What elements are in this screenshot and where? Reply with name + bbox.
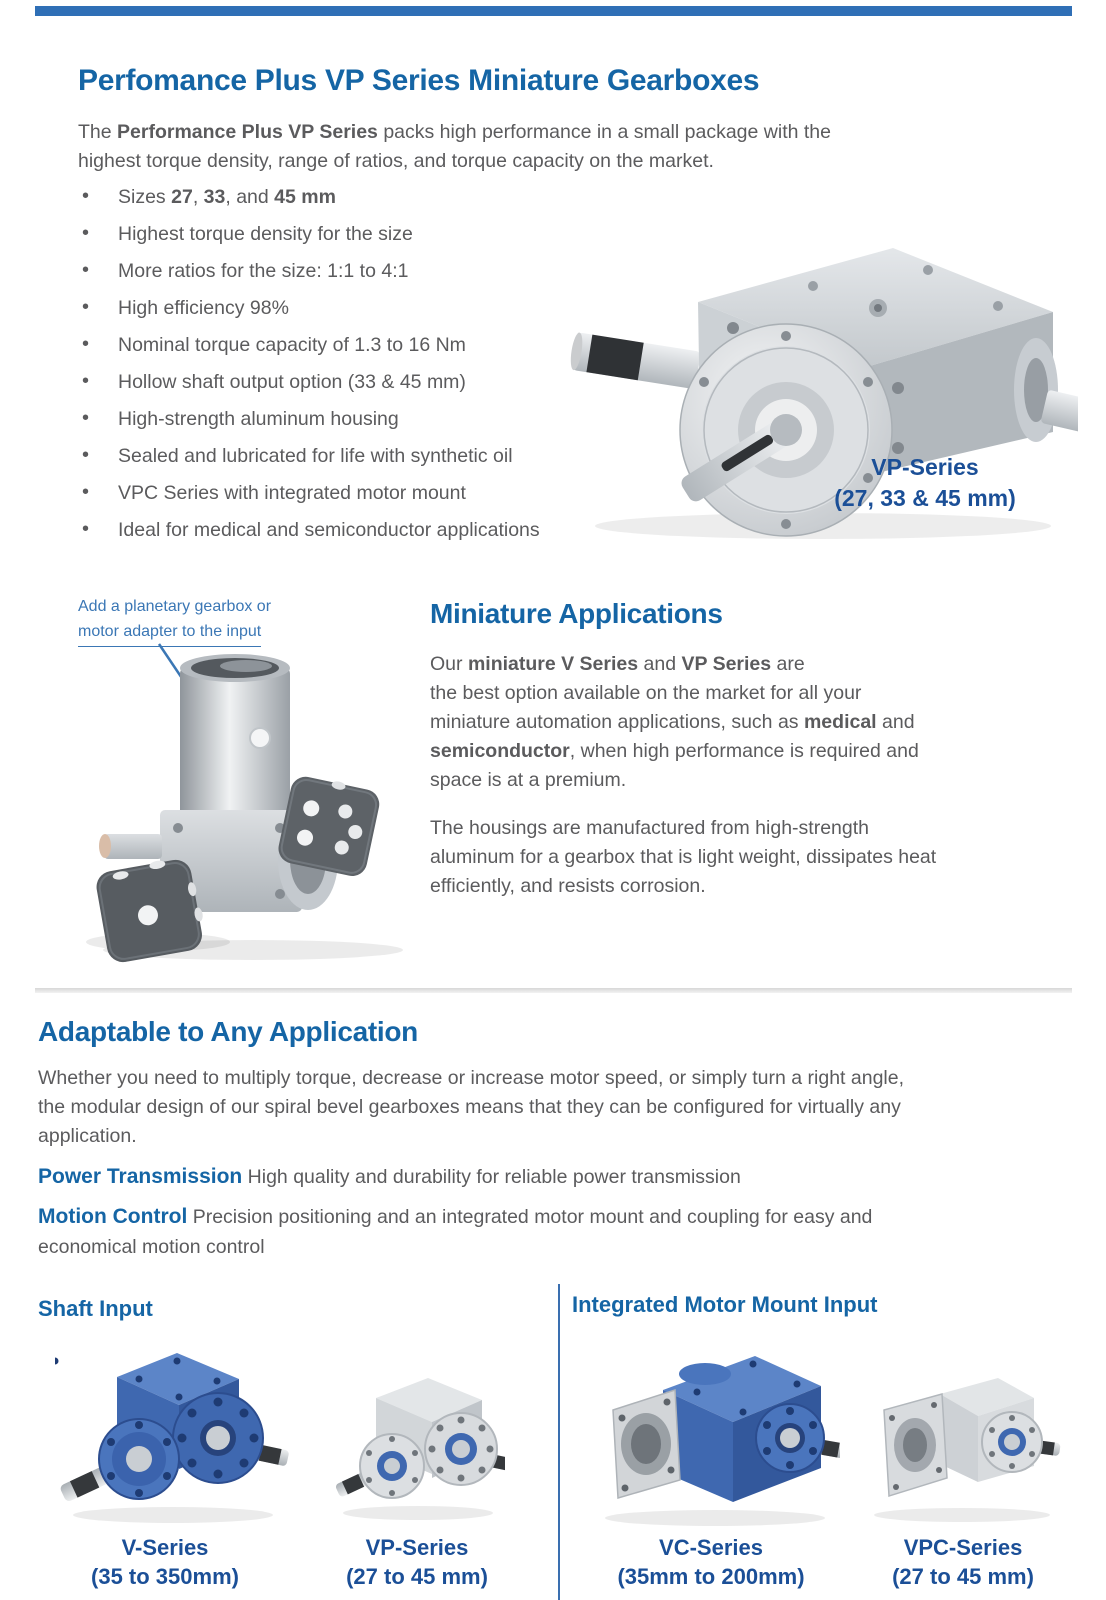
- product-caption-vp-series: [302, 1533, 532, 1591]
- feature-item: • Hollow shaft output option (33 & 45 mm): [80, 371, 620, 393]
- feature-text: Sizes: [118, 186, 172, 208]
- intro-text: packs high performance in a small package with the: [377, 121, 831, 143]
- p1-bold: VP Series: [681, 653, 772, 675]
- product-caption-vpc-series: [848, 1533, 1078, 1591]
- miniature-paragraph-2: [430, 814, 1050, 901]
- adaptable-paragraph: [38, 1064, 1058, 1151]
- p2-line: efficiently, and resists corrosion.: [430, 875, 706, 897]
- p2-line: aluminum for a gearbox that is light weight, dissipates heat: [430, 846, 937, 868]
- power-transmission-label: Power Transmission: [38, 1165, 243, 1188]
- p1-bold: medical: [803, 711, 877, 733]
- product-caption-v-series: [50, 1533, 280, 1591]
- column-divider: [558, 1284, 560, 1600]
- hero-caption-sizes: (27, 33 & 45 mm): [834, 485, 1016, 511]
- product-range: (27 to 45 mm): [346, 1564, 488, 1589]
- feature-item: • Nominal torque capacity of 1.3 to 16 Nm: [80, 334, 620, 356]
- p1-text: space is at a premium.: [430, 769, 627, 791]
- p1-bold: miniature V Series: [467, 653, 639, 675]
- intro-text: The: [78, 121, 118, 143]
- vpc-series-photo: [862, 1348, 1062, 1525]
- p1-text: , when high performance is required and: [569, 740, 919, 762]
- miniature-heading: Miniature Applications: [430, 598, 723, 629]
- product-caption-vc-series: [596, 1533, 826, 1591]
- section-divider: [35, 988, 1072, 993]
- feature-bold: 45 mm: [274, 186, 336, 208]
- p2-line: The housings are manufactured from high-strength: [430, 817, 869, 839]
- miniature-paragraph-1: [430, 650, 1050, 795]
- feature-item: • Ideal for medical and semiconductor applications: [80, 519, 620, 541]
- motion-control-text-2: economical motion control: [38, 1236, 265, 1258]
- power-transmission-text: High quality and durability for reliable power transmission: [242, 1166, 741, 1188]
- miniature-gearbox-dice-photo: [68, 636, 423, 966]
- adaptable-heading: Adaptable to Any Application: [38, 1016, 418, 1047]
- motion-control-text: Precision positioning and an integrated motor mount and coupling for easy and: [187, 1206, 873, 1228]
- product-name: VC-Series: [659, 1535, 763, 1560]
- motor-mount-heading: Integrated Motor Mount Input: [572, 1292, 878, 1317]
- callout-line-2: motor adapter to the input: [78, 619, 261, 647]
- hero-caption-series: VP-Series: [871, 454, 979, 480]
- adaptable-line: Whether you need to multiply torque, decrease or increase motor speed, or simply turn a right angle,: [38, 1067, 905, 1089]
- motion-control-line: [38, 1202, 1068, 1262]
- feature-bold: 33: [203, 186, 226, 208]
- product-name: VPC-Series: [903, 1535, 1023, 1560]
- product-range: (35 to 350mm): [91, 1564, 239, 1589]
- feature-text: , and: [225, 186, 275, 208]
- power-transmission-line: [38, 1162, 1058, 1192]
- adaptable-line: the modular design of our spiral bevel gearboxes means that they can be configured for virtually any: [38, 1096, 901, 1118]
- feature-text: ,: [192, 186, 204, 208]
- intro-text: highest torque density, range of ratios, and torque capacity on the market.: [78, 150, 714, 172]
- product-name: VP-Series: [365, 1535, 469, 1560]
- p1-text: and: [876, 711, 915, 733]
- p1-bold: semiconductor: [430, 740, 570, 762]
- vc-series-photo: [585, 1332, 840, 1530]
- feature-bold: 27: [171, 186, 193, 208]
- feature-item: [80, 186, 620, 208]
- product-range: (35mm to 200mm): [617, 1564, 805, 1589]
- p1-text: the best option available on the market for all your: [430, 682, 862, 704]
- p1-text: miniature automation applications, such as: [430, 711, 804, 733]
- feature-item: • More ratios for the size: 1:1 to 4:1: [80, 260, 620, 282]
- feature-item: • VPC Series with integrated motor mount: [80, 482, 620, 504]
- adaptable-line: application.: [38, 1125, 137, 1147]
- p1-text: are: [771, 653, 805, 675]
- hero-intro: [78, 118, 998, 176]
- motion-control-label: Motion Control: [38, 1205, 188, 1228]
- p1-text: Our: [430, 653, 468, 675]
- feature-item: • High-strength aluminum housing: [80, 408, 620, 430]
- feature-item: • Sealed and lubricated for life with synthetic oil: [80, 445, 620, 467]
- feature-item: • Highest torque density for the size: [80, 223, 620, 245]
- page-title: Perfomance Plus VP Series Miniature Gearboxes: [78, 64, 760, 97]
- shaft-input-heading: Shaft Input: [38, 1296, 153, 1321]
- top-accent-bar: [35, 6, 1072, 16]
- v-series-photo: [55, 1335, 290, 1525]
- p1-text: and: [638, 653, 682, 675]
- product-name: V-Series: [121, 1535, 209, 1560]
- intro-bold: Performance Plus VP Series: [117, 121, 378, 143]
- feature-item: • High efficiency 98%: [80, 297, 620, 319]
- callout-line-1: Add a planetary gearbox or: [78, 598, 272, 615]
- vp-series-photo: [330, 1362, 505, 1522]
- feature-list: [80, 186, 620, 556]
- product-range: (27 to 45 mm): [892, 1564, 1034, 1589]
- hero-caption: [800, 452, 1050, 514]
